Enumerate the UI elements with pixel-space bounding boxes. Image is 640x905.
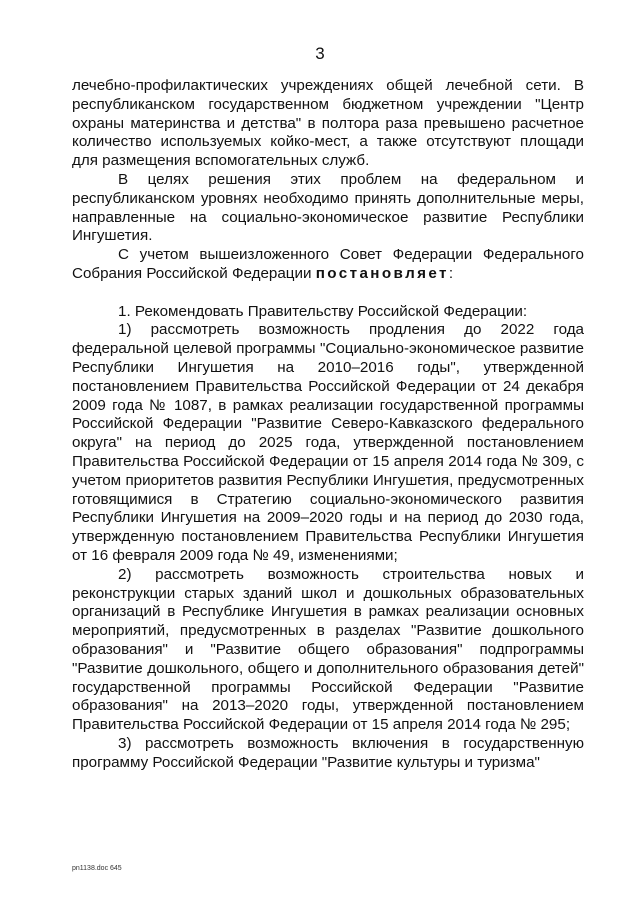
paragraph-council-decree (72, 246, 584, 284)
paragraph-additional-measures: В целях решения этих проблем на федеральном и республиканском уровнях необходимо принять дополнительные меры, направленные на социально-экономическое развитие Республики Ингушетия. (72, 170, 584, 245)
paragraph-subitem-2: 2) рассмотреть возможность строительства новых и реконструкции старых зданий школ и дошкольных образовательных организаций в Республике Ингушетия в рамках реализации основных мероприятий, предусмотренных в разделах "Развитие дошкольного образования" и "Развитие общего образования" подпрограммы "Развитие дошкольного, общего и дополнительного образования детей" государственной программы Российской Федерации "Развитие образования" на 2013–2020 годы, утвержденной постановлением Правительства Российской Федерации от 15 апреля 2014 года № 295; (72, 565, 584, 734)
document-body (72, 77, 584, 772)
paragraph-subitem-1: 1) рассмотреть возможность продления до 2022 года федеральной целевой программы "Социально-экономическое развитие Республики Ингушетия на 2010–2016 годы", утвержденной постановлением Правительства Российской Федерации от 24 декабря 2009 года № 1087, в рамках реализации государственной программы Российской Федерации "Развитие Северо-Кавказского федерального округа" на период до 2025 года, утвержденной постановлением Правительства Российской Федерации от 15 апреля 2014 года № 309, с учетом приоритетов развития Республики Ингушетия, предусмотренных готовящимися в Стратегию социально-экономического развития Республики Ингушетия на 2009–2020 годы и на период до 2030 года, утвержденную постановлением Правительства Республики Ингушетия от 16 февраля 2009 года № 49, изменениями; (72, 321, 584, 564)
paragraph-hospital-capacity: лечебно-профилактических учреждениях общей лечебной сети. В республиканском государственном бюджетном учреждении "Центр охраны материнства и детства" в полтора раза превышено расчетное количество используемых койко-мест, а также отсутствуют площади для размещения вспомогательных служб. (72, 77, 584, 170)
decree-intro-text: С учетом вышеизложенного Совет Федерации Федерального Собрания Российской Федерации (72, 246, 584, 282)
paragraph-item-1: 1. Рекомендовать Правительству Российской Федерации: (118, 302, 528, 320)
page-number: 3 (315, 44, 325, 63)
decree-colon: : (448, 264, 454, 282)
paragraph-subitem-3: 3) рассмотреть возможность включения в государственную программу Российской Федерации "Развитие культуры и туризма" (72, 734, 584, 771)
paragraph-gap (72, 284, 584, 303)
decree-keyword: постановляет (315, 264, 449, 282)
footer-file-code: pn1138.doc 645 (72, 865, 122, 872)
